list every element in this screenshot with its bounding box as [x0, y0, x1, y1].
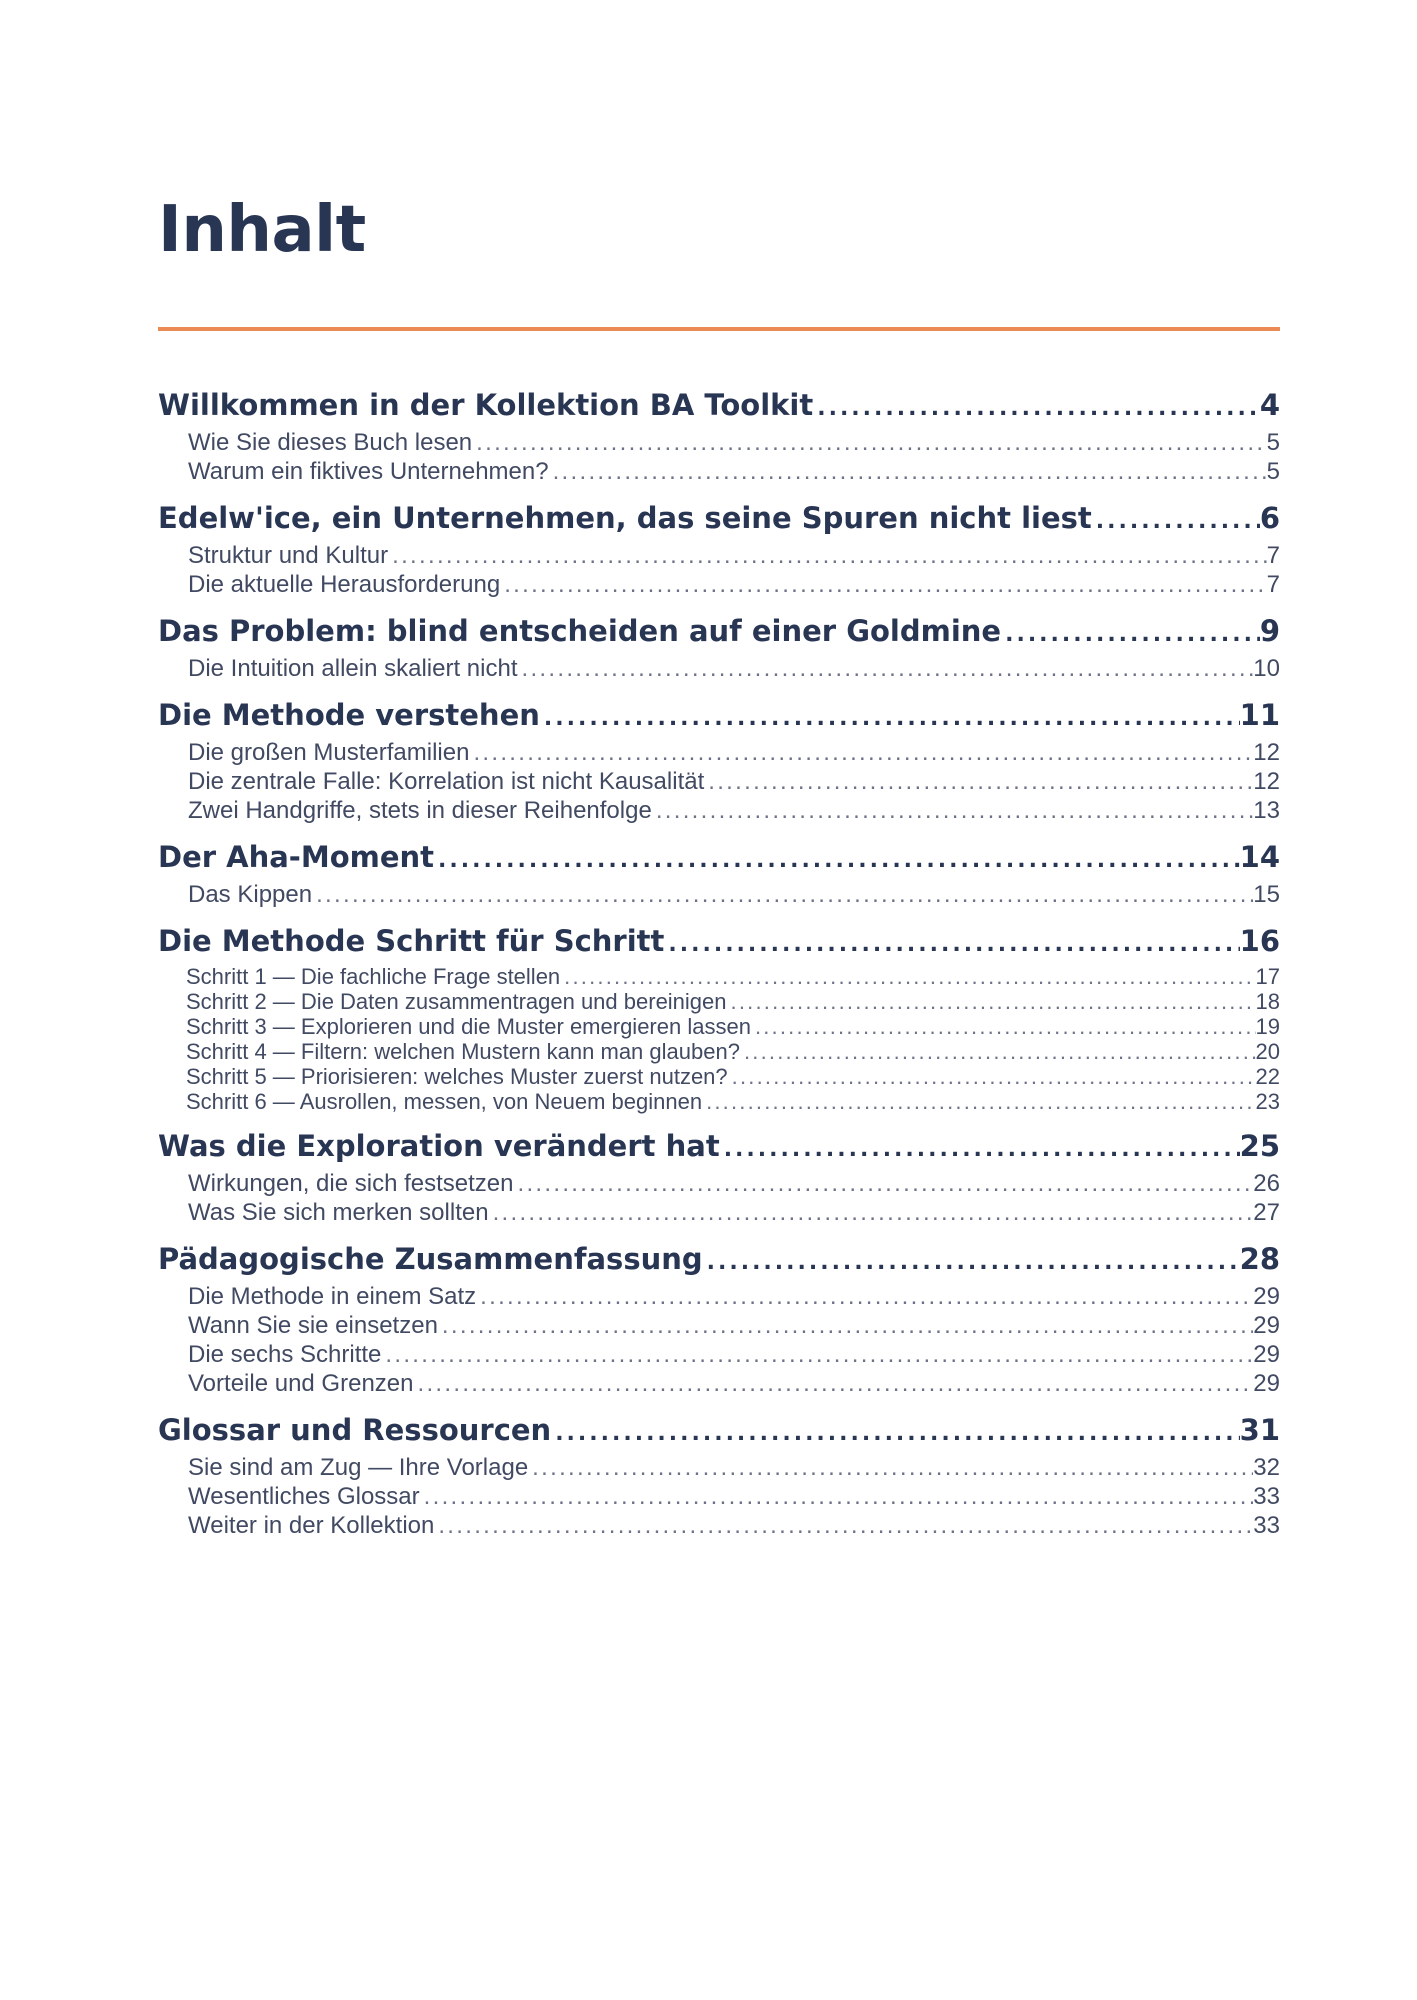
subsection-title: Die aktuelle Herausforderung: [188, 571, 501, 598]
toc-section: [158, 922, 1280, 1114]
subsection-entry[interactable]: [158, 1089, 1280, 1114]
dot-leader: [1092, 503, 1260, 541]
subsection-page-number: 22: [1255, 1064, 1280, 1089]
dot-leader: [560, 964, 1255, 989]
toc-section: [158, 1240, 1280, 1398]
dot-leader: [703, 1244, 1240, 1282]
dot-leader: [740, 1039, 1256, 1064]
chapter-page-number: 4: [1259, 388, 1280, 422]
subsection-entry[interactable]: [158, 1169, 1280, 1198]
chapter-title: Das Problem: blind entscheiden auf einer Goldmine: [158, 614, 1002, 648]
chapter-entry[interactable]: [158, 499, 1280, 541]
subsection-title: Schritt 1 — Die fachliche Frage stellen: [186, 964, 561, 989]
subsection-title: Wann Sie sie einsetzen: [188, 1312, 438, 1339]
chapter-page-number: 14: [1239, 840, 1280, 874]
dot-leader: [540, 700, 1240, 738]
toc-section: [158, 499, 1280, 599]
dot-leader: [702, 1089, 1255, 1114]
subsection-page-number: 27: [1253, 1199, 1280, 1226]
dot-leader: [434, 1511, 1253, 1540]
subsection-page-number: 33: [1253, 1483, 1280, 1510]
dot-leader: [413, 1369, 1253, 1398]
dot-leader: [652, 796, 1253, 825]
subsection-title: Wirkungen, die sich festsetzen: [188, 1170, 514, 1197]
dot-leader: [664, 926, 1239, 964]
dot-leader: [727, 989, 1256, 1014]
subsection-page-number: 12: [1253, 768, 1280, 795]
chapter-entry[interactable]: [158, 1240, 1280, 1282]
subsection-entry[interactable]: [158, 1014, 1280, 1039]
toc-section: [158, 1127, 1280, 1227]
subsection-page-number: 23: [1255, 1089, 1280, 1114]
subsection-title: Schritt 6 — Ausrollen, messen, von Neuem beginnen: [186, 1089, 703, 1114]
dot-leader: [528, 1453, 1253, 1482]
subsection-entry[interactable]: [158, 1340, 1280, 1369]
chapter-entry[interactable]: [158, 1127, 1280, 1169]
chapter-title: Edelw'ice, ein Unternehmen, das seine Spuren nicht liest: [158, 501, 1092, 535]
chapter-page-number: 9: [1259, 614, 1280, 648]
chapter-entry[interactable]: [158, 612, 1280, 654]
subsection-title: Schritt 5 — Priorisieren: welches Muster zuerst nutzen?: [186, 1064, 728, 1089]
subsection-page-number: 20: [1255, 1039, 1280, 1064]
dot-leader: [438, 1311, 1253, 1340]
subsection-entry[interactable]: [158, 1282, 1280, 1311]
subsection-entry[interactable]: [158, 880, 1280, 909]
toc-section: [158, 386, 1280, 486]
dot-leader: [1001, 616, 1260, 654]
chapter-page-number: 11: [1239, 698, 1280, 732]
subsection-page-number: 29: [1253, 1312, 1280, 1339]
dot-leader: [434, 842, 1240, 880]
subsection-page-number: 29: [1253, 1283, 1280, 1310]
subsection-page-number: 18: [1255, 989, 1280, 1014]
subsection-title: Was Sie sich merken sollten: [188, 1199, 489, 1226]
chapter-entry[interactable]: [158, 696, 1280, 738]
subsection-page-number: 15: [1253, 881, 1280, 908]
subsection-page-number: 12: [1253, 739, 1280, 766]
subsection-entry[interactable]: [158, 1064, 1280, 1089]
subsection-entry[interactable]: [158, 1482, 1280, 1511]
subsection-entry[interactable]: [158, 1453, 1280, 1482]
chapter-title: Die Methode verstehen: [158, 698, 540, 732]
subsection-page-number: 7: [1266, 542, 1280, 569]
subsection-page-number: 29: [1253, 1370, 1280, 1397]
subsection-entry[interactable]: [158, 570, 1280, 599]
dot-leader: [518, 654, 1254, 683]
subsection-entry[interactable]: [158, 1039, 1280, 1064]
dot-leader: [551, 1415, 1239, 1453]
toc-section: [158, 696, 1280, 825]
toc-section: [158, 612, 1280, 683]
subsection-title: Schritt 2 — Die Daten zusammentragen und bereinigen: [186, 989, 727, 1014]
subsection-page-number: 5: [1266, 429, 1280, 456]
subsection-entry[interactable]: [158, 541, 1280, 570]
subsection-entry[interactable]: [158, 989, 1280, 1014]
subsection-page-number: 33: [1253, 1512, 1280, 1539]
dot-leader: [420, 1482, 1254, 1511]
dot-leader: [469, 738, 1253, 767]
subsection-page-number: 13: [1253, 797, 1280, 824]
toc-section: [158, 1411, 1280, 1540]
subsection-entry[interactable]: [158, 1311, 1280, 1340]
subsection-entry[interactable]: [158, 1369, 1280, 1398]
subsection-entry[interactable]: [158, 964, 1280, 989]
subsection-entry[interactable]: [158, 654, 1280, 683]
chapter-title: Was die Exploration verändert hat: [158, 1129, 720, 1163]
dot-leader: [751, 1014, 1256, 1039]
subsection-title: Vorteile und Grenzen: [188, 1370, 414, 1397]
chapter-title: Glossar und Ressourcen: [158, 1413, 552, 1447]
chapter-entry[interactable]: [158, 922, 1280, 964]
subsection-entry[interactable]: [158, 738, 1280, 767]
title-divider: [158, 327, 1280, 331]
subsection-entry[interactable]: [158, 428, 1280, 457]
page-title: Inhalt: [158, 193, 366, 267]
subsection-title: Sie sind am Zug — Ihre Vorlage: [188, 1454, 529, 1481]
chapter-page-number: 31: [1239, 1413, 1280, 1447]
subsection-title: Wie Sie dieses Buch lesen: [188, 429, 473, 456]
subsection-title: Schritt 3 — Explorieren und die Muster emergieren lassen: [186, 1014, 751, 1039]
chapter-entry[interactable]: [158, 386, 1280, 428]
dot-leader: [728, 1064, 1256, 1089]
subsection-page-number: 10: [1253, 655, 1280, 682]
dot-leader: [549, 457, 1267, 486]
toc-section: [158, 838, 1280, 909]
subsection-title: Wesentliches Glossar: [188, 1483, 420, 1510]
subsection-title: Die großen Musterfamilien: [188, 739, 470, 766]
subsection-entry[interactable]: [158, 796, 1280, 825]
chapter-title: Die Methode Schritt für Schritt: [158, 924, 665, 958]
dot-leader: [312, 880, 1253, 909]
chapter-page-number: 25: [1239, 1129, 1280, 1163]
subsection-entry[interactable]: [158, 1198, 1280, 1227]
subsection-title: Die Intuition allein skaliert nicht: [188, 655, 518, 682]
dot-leader: [489, 1198, 1254, 1227]
dot-leader: [388, 541, 1267, 570]
dot-leader: [476, 1282, 1253, 1311]
table-of-contents: [158, 386, 1280, 1553]
subsection-title: Die Methode in einem Satz: [188, 1283, 477, 1310]
subsection-title: Das Kippen: [188, 881, 313, 908]
subsection-title: Die sechs Schritte: [188, 1341, 382, 1368]
dot-leader: [500, 570, 1266, 599]
chapter-title: Der Aha-Moment: [158, 840, 435, 874]
dot-leader: [514, 1169, 1254, 1198]
subsection-entry[interactable]: [158, 457, 1280, 486]
subsection-page-number: 29: [1253, 1341, 1280, 1368]
subsection-title: Zwei Handgriffe, stets in dieser Reihenfolge: [188, 797, 652, 824]
chapter-title: Willkommen in der Kollektion BA Toolkit: [158, 388, 814, 422]
dot-leader: [720, 1131, 1240, 1169]
chapter-page-number: 6: [1259, 501, 1280, 535]
chapter-title: Pädagogische Zusammenfassung: [158, 1242, 703, 1276]
subsection-title: Warum ein fiktives Unternehmen?: [188, 458, 549, 485]
chapter-entry[interactable]: [158, 838, 1280, 880]
chapter-page-number: 28: [1239, 1242, 1280, 1276]
subsection-title: Die zentrale Falle: Korrelation ist nicht Kausalität: [188, 768, 705, 795]
subsection-page-number: 7: [1266, 571, 1280, 598]
dot-leader: [813, 390, 1260, 428]
dot-leader: [381, 1340, 1253, 1369]
subsection-title: Weiter in der Kollektion: [188, 1512, 435, 1539]
chapter-page-number: 16: [1239, 924, 1280, 958]
subsection-title: Schritt 4 — Filtern: welchen Mustern kann man glauben?: [186, 1039, 740, 1064]
subsection-page-number: 26: [1253, 1170, 1280, 1197]
dot-leader: [472, 428, 1266, 457]
subsection-entry[interactable]: [158, 767, 1280, 796]
subsection-page-number: 5: [1266, 458, 1280, 485]
dot-leader: [704, 767, 1253, 796]
chapter-entry[interactable]: [158, 1411, 1280, 1453]
subsection-page-number: 17: [1255, 964, 1280, 989]
subsection-page-number: 19: [1255, 1014, 1280, 1039]
subsection-page-number: 32: [1253, 1454, 1280, 1481]
subsection-entry[interactable]: [158, 1511, 1280, 1540]
subsection-title: Struktur und Kultur: [188, 542, 389, 569]
